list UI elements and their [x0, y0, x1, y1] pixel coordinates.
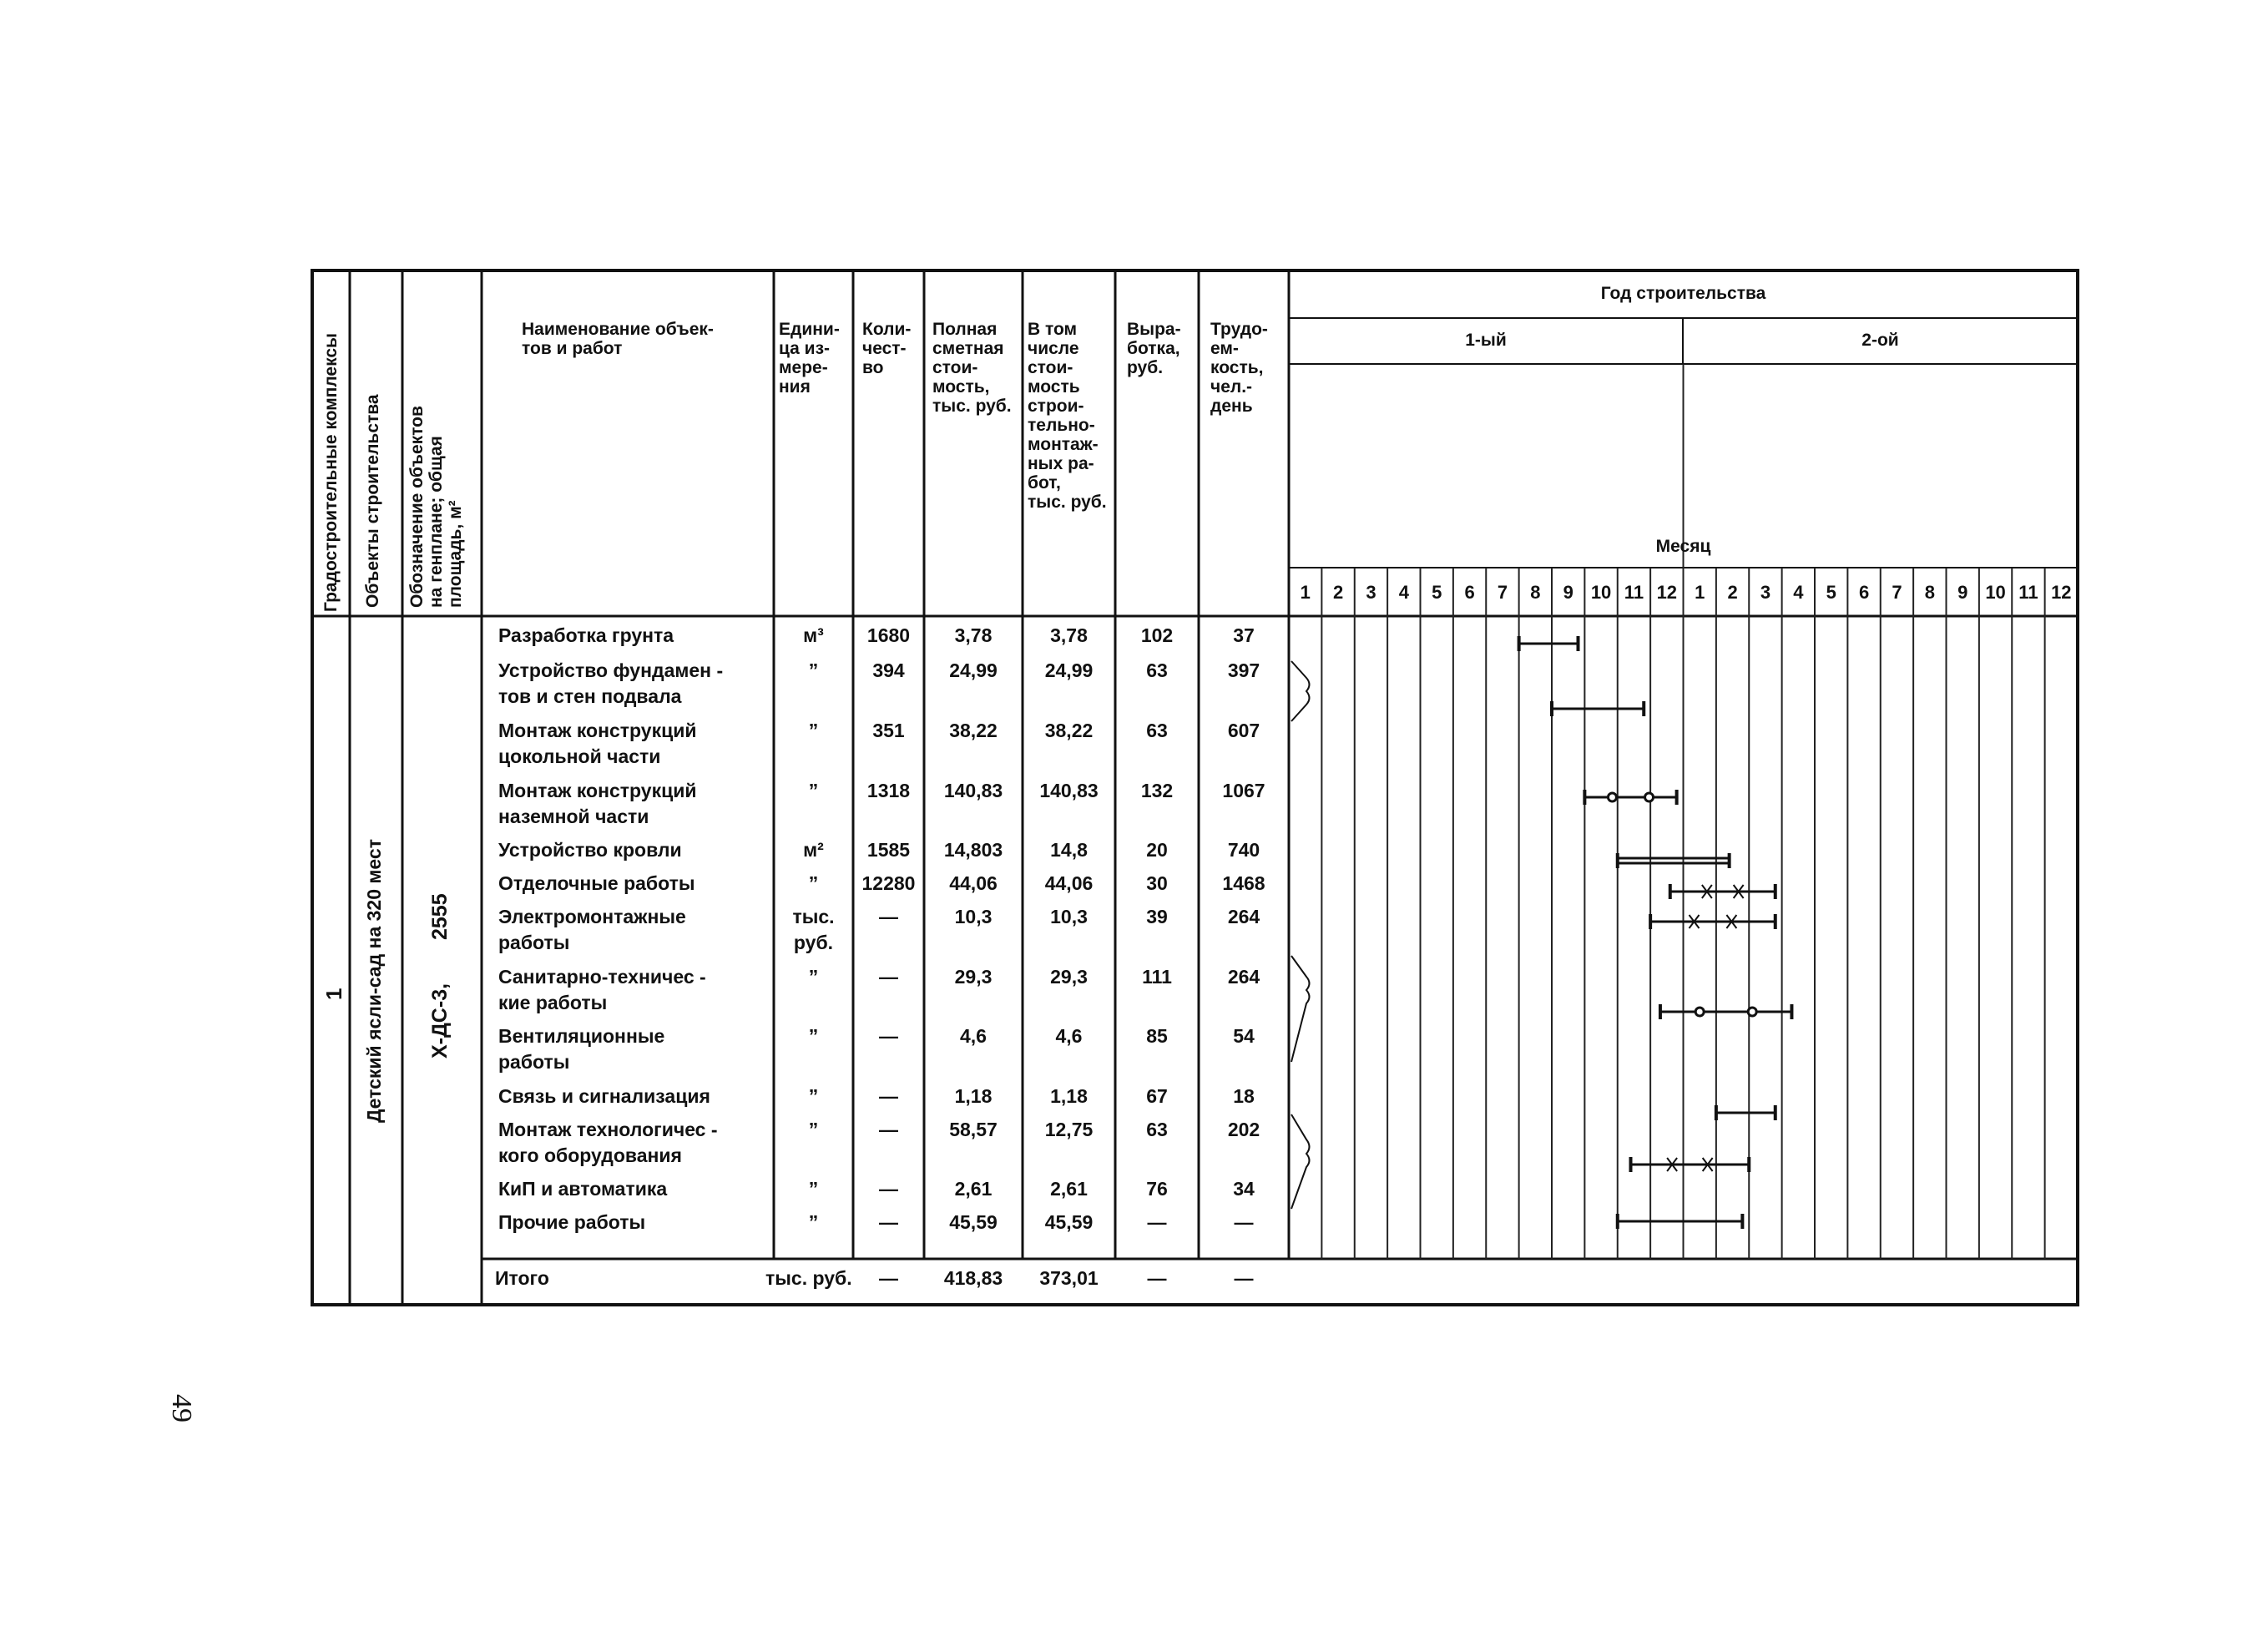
full-cost-cell: 2,61: [954, 1178, 993, 1200]
output-cell: 132: [1140, 780, 1174, 801]
output-cell: 76: [1146, 1178, 1168, 1200]
header-full-line1: Полная: [932, 320, 998, 339]
work-name: кого оборудования: [498, 1144, 682, 1166]
construction-cost-cell: 1,18: [1050, 1085, 1088, 1107]
qty-cell: 394: [872, 659, 905, 681]
month-label: 1: [1300, 582, 1311, 603]
qty-cell: 351: [872, 720, 905, 741]
full-cost-cell: 14,803: [943, 839, 1003, 861]
month-label: 12: [2051, 582, 2072, 603]
output-cell: 39: [1146, 906, 1168, 927]
full-cost-cell: 140,83: [943, 780, 1003, 801]
header-incl-line10: тыс. руб.: [1028, 493, 1107, 512]
header-designation-line2: на генплане; общая: [427, 436, 446, 608]
construction-cost-cell: 44,06: [1044, 872, 1094, 894]
month-label: 11: [1624, 582, 1644, 603]
month-label: 7: [1497, 582, 1508, 603]
labor-cell: 202: [1227, 1119, 1260, 1140]
unit-cell: м²: [803, 839, 824, 861]
qty-cell: —: [879, 906, 898, 927]
work-name: КиП и автоматика: [498, 1178, 668, 1200]
work-name: Разработка грунта: [498, 624, 674, 646]
unit-cell: ”: [808, 720, 819, 741]
header-name-line1: Наименование объек-: [522, 320, 714, 339]
output-cell: 20: [1146, 839, 1168, 861]
work-name: Устройство кровли: [498, 839, 682, 861]
header-year-title: Год строительства: [1600, 284, 1766, 303]
construction-cost-cell: 2,61: [1050, 1178, 1088, 1200]
work-name: работы: [498, 1051, 570, 1073]
unit-cell: ”: [808, 780, 819, 801]
month-label: 6: [1464, 582, 1475, 603]
header-output-line2: ботка,: [1127, 339, 1180, 358]
total-output: —: [1147, 1267, 1167, 1289]
page-number: 49: [166, 1394, 197, 1422]
schedule-bar-marker: [1645, 793, 1654, 801]
output-cell: 30: [1146, 872, 1168, 894]
output-cell: 63: [1146, 720, 1168, 741]
output-cell: 67: [1146, 1085, 1168, 1107]
month-label: 12: [1656, 582, 1678, 603]
full-cost-cell: 1,18: [954, 1085, 993, 1107]
header-incl-line7: монтаж-: [1028, 435, 1099, 454]
header-incl-line4: мость: [1028, 377, 1080, 397]
header-output-line3: руб.: [1127, 358, 1164, 377]
work-name: Монтаж конструкций: [498, 780, 697, 801]
work-name: цокольной части: [498, 745, 661, 767]
qty-cell: 1318: [866, 780, 911, 801]
header-incl-line3: стои-: [1028, 358, 1073, 377]
header-year-2: 2-ой: [1861, 331, 1899, 350]
output-cell: 111: [1142, 966, 1172, 988]
output-cell: 63: [1146, 1119, 1168, 1140]
grouping-brackets: [1291, 661, 1310, 1209]
labor-cell: 397: [1227, 659, 1260, 681]
month-label: 9: [1563, 582, 1573, 603]
header-unit-line4: ния: [779, 377, 811, 397]
month-label: 5: [1432, 582, 1442, 603]
month-label: 2: [1727, 582, 1738, 603]
output-cell: —: [1147, 1211, 1167, 1233]
construction-cost-cell: 24,99: [1044, 659, 1094, 681]
labor-cell: 34: [1233, 1178, 1255, 1200]
total-unit: тыс. руб.: [765, 1267, 852, 1289]
unit-cell: ”: [808, 1119, 819, 1140]
construction-cost-cell: 12,75: [1044, 1119, 1094, 1140]
month-label: 8: [1924, 582, 1935, 603]
construction-cost-cell: 29,3: [1050, 966, 1088, 988]
schedule-bar-marker: [1695, 1008, 1704, 1016]
unit-cell: ”: [808, 659, 819, 681]
labor-cell: —: [1234, 1211, 1254, 1233]
work-name: Санитарно-техничес -: [498, 966, 706, 988]
month-label: 4: [1793, 582, 1804, 603]
header-year-1: 1-ый: [1465, 331, 1507, 350]
labor-cell: 1067: [1222, 780, 1265, 801]
month-label: 6: [1858, 582, 1870, 603]
construction-cost-cell: 45,59: [1044, 1211, 1094, 1233]
month-label: 2: [1332, 582, 1344, 603]
unit-cell: тыс.: [792, 906, 835, 927]
work-name: кие работы: [498, 992, 608, 1013]
work-name: Связь и сигнализация: [498, 1085, 710, 1107]
work-name: Монтаж конструкций: [498, 720, 697, 741]
work-name: работы: [498, 932, 570, 953]
full-cost-cell: 3,78: [954, 624, 993, 646]
total-label: Итого: [495, 1267, 549, 1289]
qty-cell: —: [879, 966, 898, 988]
header-qty-line1: Коли-: [862, 320, 912, 339]
month-label: 3: [1760, 582, 1771, 603]
work-name: Прочие работы: [498, 1211, 646, 1233]
header-complexes: Градостроительные комплексы: [321, 333, 341, 612]
full-cost-cell: 58,57: [949, 1119, 998, 1140]
labor-cell: 264: [1227, 966, 1260, 988]
designation-area: 2555: [428, 893, 452, 940]
total-qty: —: [879, 1267, 898, 1289]
qty-cell: 1585: [866, 839, 911, 861]
output-cell: 85: [1146, 1025, 1168, 1047]
month-grid: [1321, 364, 2044, 1259]
header-designation-line3: площадь, м²: [446, 500, 465, 608]
labor-cell: 54: [1233, 1025, 1255, 1047]
full-cost-cell: 29,3: [954, 966, 993, 988]
construction-cost-cell: 38,22: [1044, 720, 1094, 741]
header-name-line2: тов и работ: [522, 339, 623, 358]
header-incl-line9: бот,: [1028, 473, 1061, 493]
header-qty-line3: во: [862, 358, 884, 377]
unit-cell: ”: [808, 1211, 819, 1233]
month-label: 5: [1826, 582, 1836, 603]
month-label: 8: [1530, 582, 1541, 603]
unit-cell-line2: руб.: [793, 932, 834, 953]
header-designation-line1: Обозначение объектов: [407, 406, 427, 608]
header-month: Месяц: [1655, 537, 1711, 556]
full-cost-cell: 4,6: [960, 1025, 987, 1047]
month-label: 10: [1590, 582, 1612, 603]
output-cell: 102: [1140, 624, 1174, 646]
total-labor: —: [1234, 1267, 1254, 1289]
designation-code: Х-ДС-3,: [428, 983, 452, 1059]
labor-cell: 18: [1233, 1085, 1255, 1107]
header-full-line4: мость,: [932, 377, 990, 397]
labor-cell: 37: [1233, 624, 1255, 646]
full-cost-cell: 10,3: [954, 906, 993, 927]
qty-cell: —: [879, 1119, 898, 1140]
header-unit-line3: мере-: [779, 358, 828, 377]
month-label: 4: [1398, 582, 1409, 603]
complex-number: 1: [321, 988, 346, 1000]
total-construction-cost: 373,01: [1039, 1267, 1099, 1289]
work-name: Устройство фундамен -: [498, 659, 724, 681]
qty-cell: —: [879, 1085, 898, 1107]
construction-cost-cell: 10,3: [1050, 906, 1088, 927]
header-qty-line2: чест-: [862, 339, 907, 358]
month-label: 11: [2018, 582, 2038, 603]
unit-cell: м³: [803, 624, 824, 646]
work-name: тов и стен подвала: [498, 685, 682, 707]
header-full-line5: тыс. руб.: [932, 397, 1012, 416]
header-incl-line2: числе: [1028, 339, 1079, 358]
header-labor-line2: ем-: [1210, 339, 1239, 358]
header-output-line1: Выра-: [1127, 320, 1181, 339]
labor-cell: 740: [1227, 839, 1260, 861]
object-name: Детский ясли-сад на 320 мест: [363, 839, 385, 1123]
qty-cell: —: [879, 1025, 898, 1047]
unit-cell: ”: [808, 966, 819, 988]
month-label: 3: [1366, 582, 1376, 603]
unit-cell: ”: [808, 1025, 819, 1047]
header-full-line3: стои-: [932, 358, 978, 377]
schedule-bar-marker: [1608, 793, 1616, 801]
construction-cost-cell: 4,6: [1055, 1025, 1083, 1047]
full-cost-cell: 38,22: [949, 720, 998, 741]
header-incl-line1: В том: [1028, 320, 1078, 339]
header-unit-line2: ца из-: [779, 339, 831, 358]
work-name: Вентиляционные: [498, 1025, 665, 1047]
month-label: 10: [1985, 582, 2006, 603]
work-name: Отделочные работы: [498, 872, 695, 894]
header-labor-line1: Трудо-: [1210, 320, 1268, 339]
work-name: Монтаж технологичес -: [498, 1119, 718, 1140]
month-label: 7: [1892, 582, 1902, 603]
construction-cost-cell: 3,78: [1050, 624, 1088, 646]
labor-cell: 607: [1227, 720, 1260, 741]
month-label: 1: [1695, 582, 1705, 603]
output-cell: 63: [1146, 659, 1168, 681]
construction-cost-cell: 140,83: [1039, 780, 1099, 801]
schedule-bars: [1519, 636, 1792, 1229]
labor-cell: 264: [1227, 906, 1260, 927]
header-incl-line6: тельно-: [1028, 416, 1095, 435]
work-name: наземной части: [498, 806, 649, 827]
header-full-line2: сметная: [932, 339, 1004, 358]
header-incl-line8: ных ра-: [1028, 454, 1094, 473]
header-labor-line5: день: [1210, 397, 1253, 416]
qty-cell: 1680: [866, 624, 911, 646]
qty-cell: —: [879, 1211, 898, 1233]
header-labor-line3: кость,: [1210, 358, 1264, 377]
construction-cost-cell: 14,8: [1050, 839, 1088, 861]
full-cost-cell: 44,06: [949, 872, 998, 894]
bracket-tech: [1291, 1114, 1310, 1209]
labor-cell: 1468: [1222, 872, 1265, 894]
header-labor-line4: чел.-: [1210, 377, 1253, 397]
total-full-cost: 418,83: [943, 1267, 1003, 1289]
schedule-bar-marker: [1748, 1008, 1756, 1016]
full-cost-cell: 45,59: [949, 1211, 998, 1233]
qty-cell: 12280: [861, 872, 916, 894]
work-name: Электромонтажные: [498, 906, 686, 927]
header-unit-line1: Едини-: [779, 320, 840, 339]
full-cost-cell: 24,99: [949, 659, 998, 681]
header-incl-line5: строи-: [1028, 397, 1084, 416]
bracket-sanitary: [1291, 956, 1310, 1062]
unit-cell: ”: [808, 1178, 819, 1200]
unit-cell: ”: [808, 1085, 819, 1107]
unit-cell: ”: [808, 872, 819, 894]
qty-cell: —: [879, 1178, 898, 1200]
month-label: 9: [1957, 582, 1968, 603]
bracket-foundation: [1291, 661, 1310, 721]
header-objects: Объекты строительства: [363, 394, 382, 608]
